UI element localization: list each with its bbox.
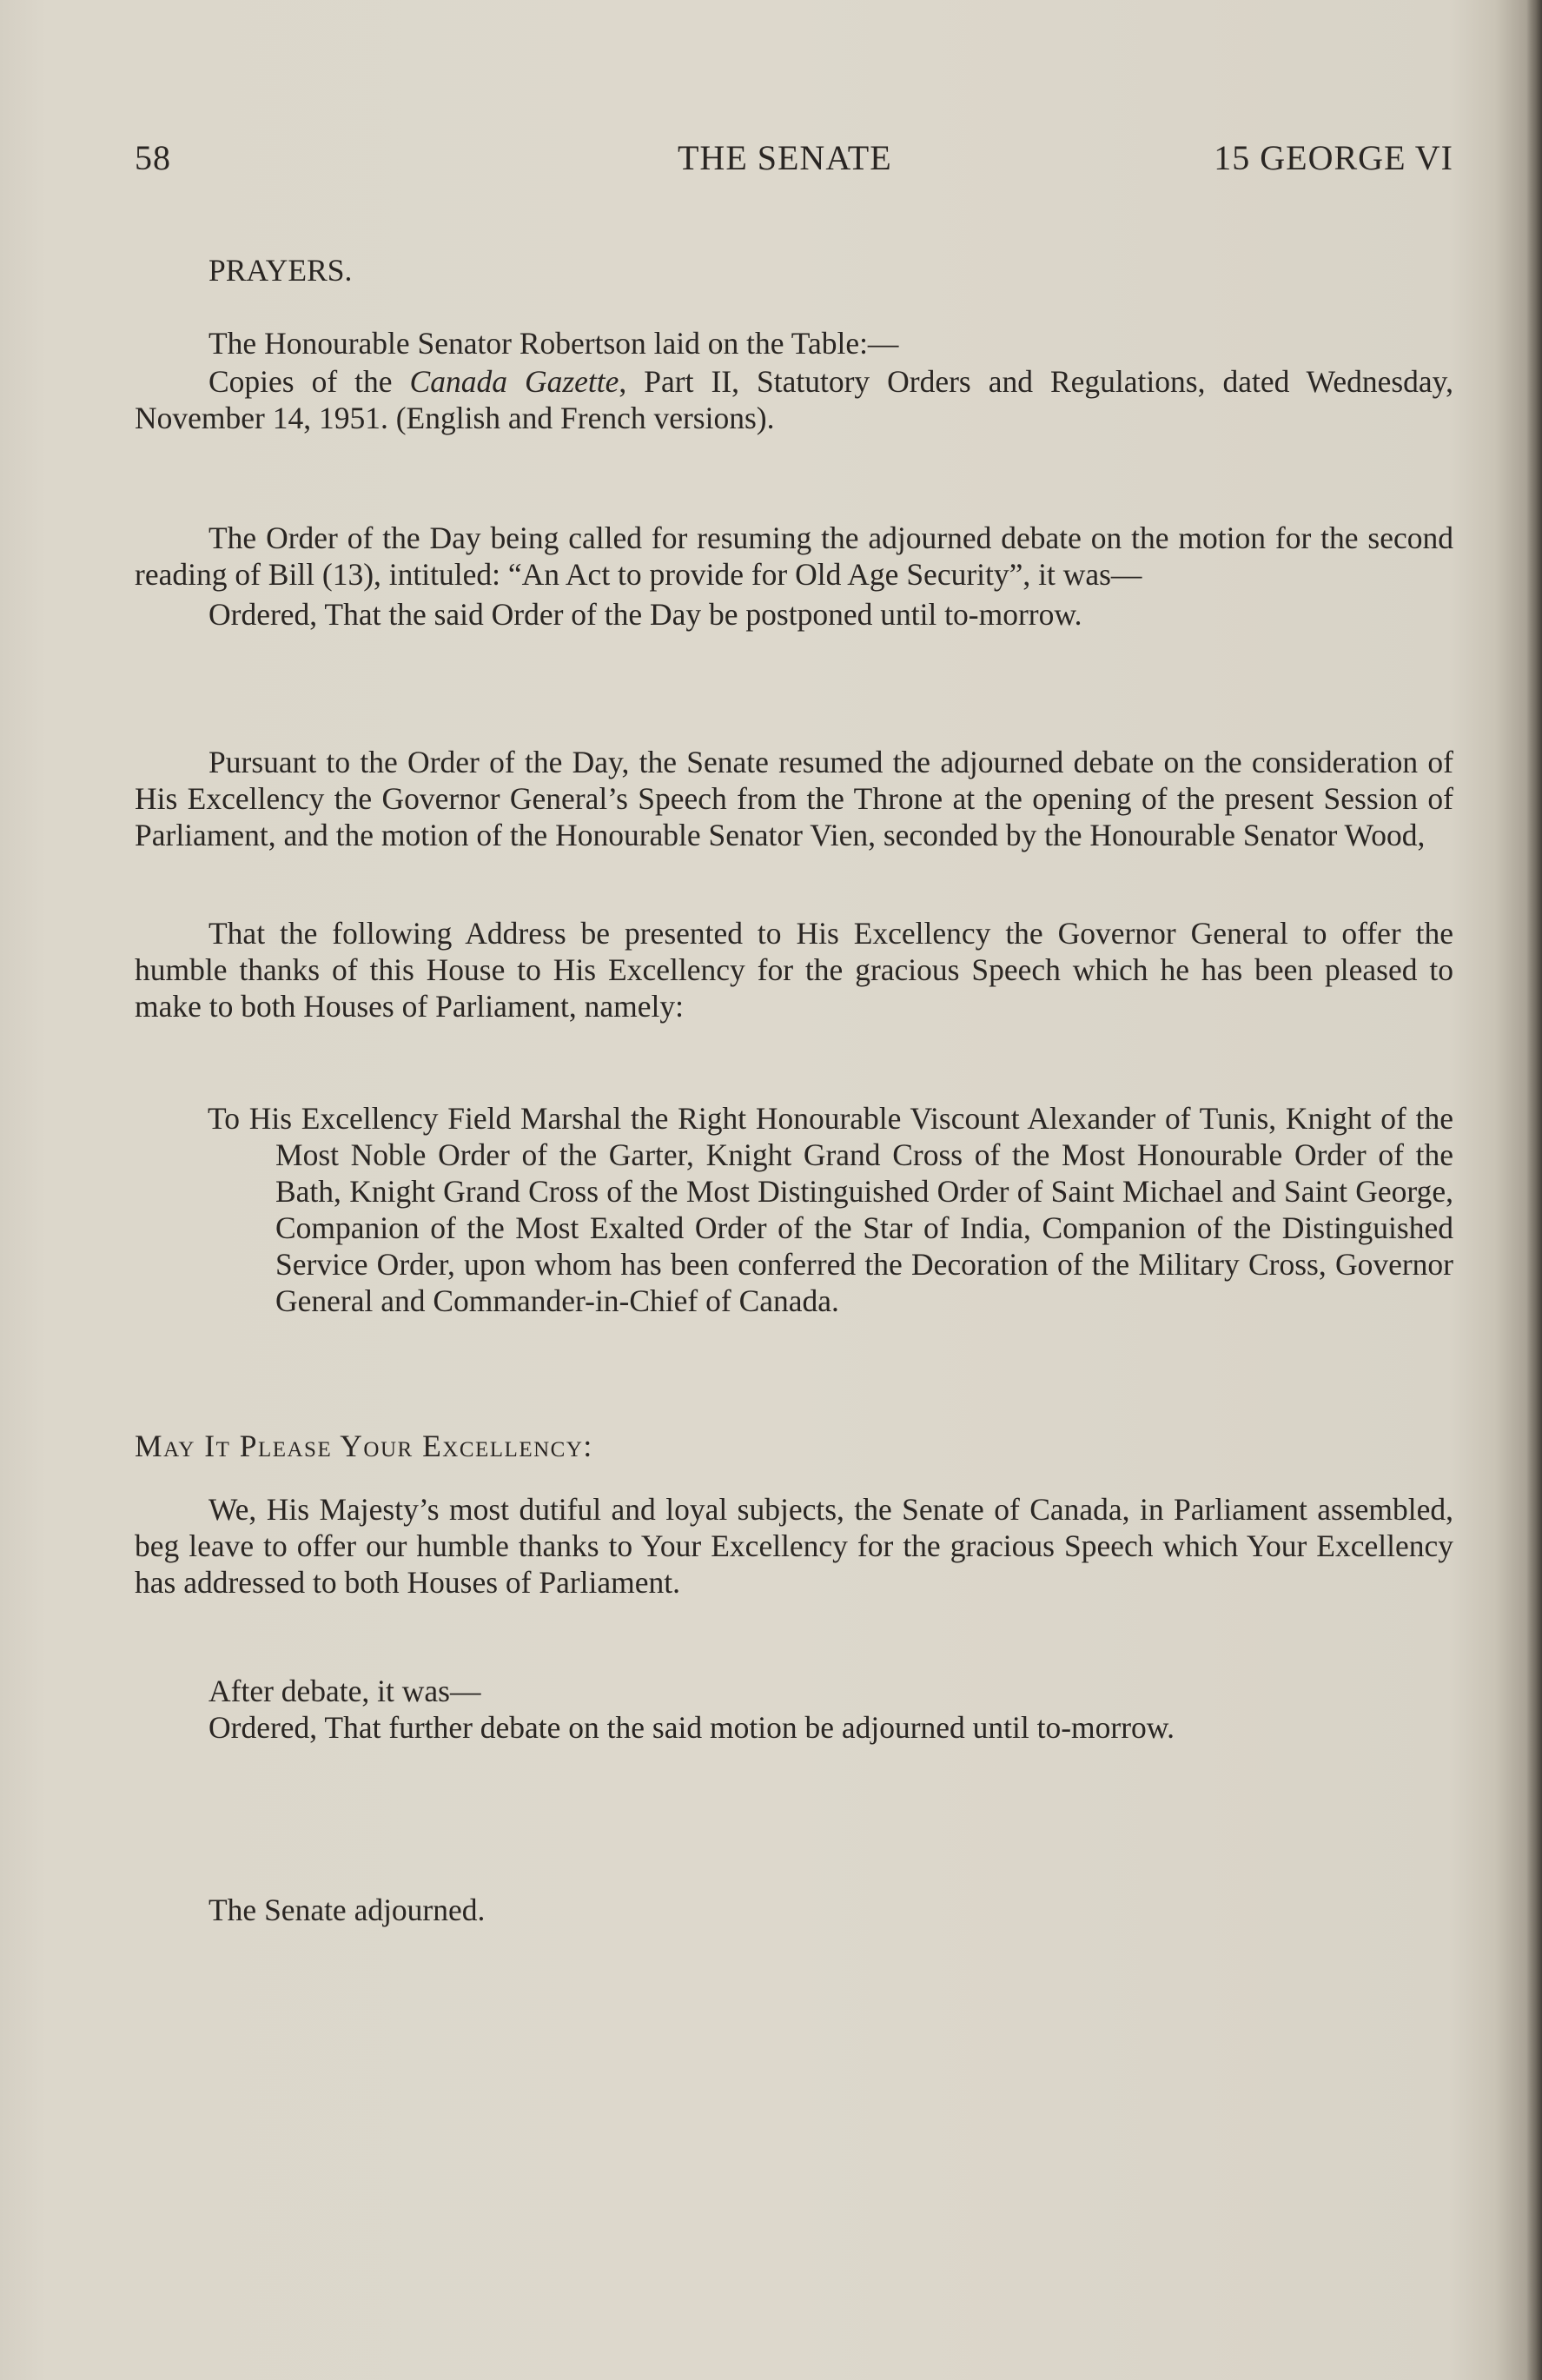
regnal-year: 15 GEORGE VI — [1214, 138, 1453, 177]
address-paragraph: That the following Address be presented to His Excellency the Governor General to offer the humble thanks of this House to His Excellency for the gracious Speech which he has been pleased to make to both Houses of Parliament, namely: — [135, 916, 1453, 1024]
pursuant-block — [135, 744, 1453, 853]
address-to-block — [135, 1100, 1453, 1319]
further-order: Ordered, That further debate on the said motion be adjourned until to-morrow. — [208, 1710, 1175, 1745]
adjourned-block — [135, 1892, 1453, 1928]
prayers-heading: PRAYERS. — [208, 253, 353, 288]
debate-block — [135, 1673, 1453, 1746]
address-body-block — [135, 1491, 1453, 1601]
order-result: Ordered, That the said Order of the Day be postponed until to-morrow. — [208, 597, 1082, 632]
page-number: 58 — [135, 138, 171, 177]
pursuant-paragraph: Pursuant to the Order of the Day, the Senate resumed the adjourned debate on the consideration of His Excellency the Governor General’s Speech from the Throne at the opening of the present Session of Parliament, and the motion of the Honourable Senator Vien, seconded by the Honourable Senator Wood, — [135, 745, 1453, 852]
order-block — [135, 520, 1453, 633]
salutation: May It Please Your Excellency: — [135, 1429, 593, 1463]
after-debate: After debate, it was— — [208, 1674, 481, 1708]
page-title: THE SENATE — [678, 138, 892, 177]
table-intro: The Honourable Senator Robertson laid on the Table:— — [208, 326, 899, 361]
table-block — [135, 325, 1453, 436]
order-paragraph: The Order of the Day being called for resuming the adjourned debate on the motion for the second reading of Bill (13), intituled: “An Act to provide for Old Age Security”, it was— — [135, 520, 1453, 592]
salutation-block — [135, 1428, 1453, 1464]
prayers-block — [135, 252, 1453, 288]
senate-adjourned: The Senate adjourned. — [208, 1893, 486, 1927]
canada-gazette-title: Canada Gazette — [409, 364, 619, 399]
running-head — [135, 137, 1453, 181]
address-block — [135, 915, 1453, 1024]
book-spine-shadow — [1526, 0, 1542, 2380]
table-item: Copies of the Canada Gazette, Part II, Statutory Orders and Regulations, dated Wednesday, November 14, 1951. (English and French versions). — [135, 364, 1454, 435]
address-recipient: To His Excellency Field Marshal the Right Honourable Viscount Alexander of Tunis, Knight of the Most Noble Order of the Garter, Knight Grand Cross of the Most Honourable Order of the Bath, Knight Grand Cross of the Most Distinguished Order of Saint Michael and Saint George, Companion of the Most Exalted Order of the Star of India, Companion of the Distinguished Service Order, upon whom has been conferred the Decoration of the Military Cross, Governor General and Commander-in-Chief of Canada. — [208, 1101, 1453, 1318]
address-body: We, His Majesty’s most dutiful and loyal subjects, the Senate of Canada, in Parliament assembled, beg leave to offer our humble thanks to Your Excellency for the gracious Speech which Your Excellency has addressed to both Houses of Parliament. — [135, 1492, 1453, 1600]
